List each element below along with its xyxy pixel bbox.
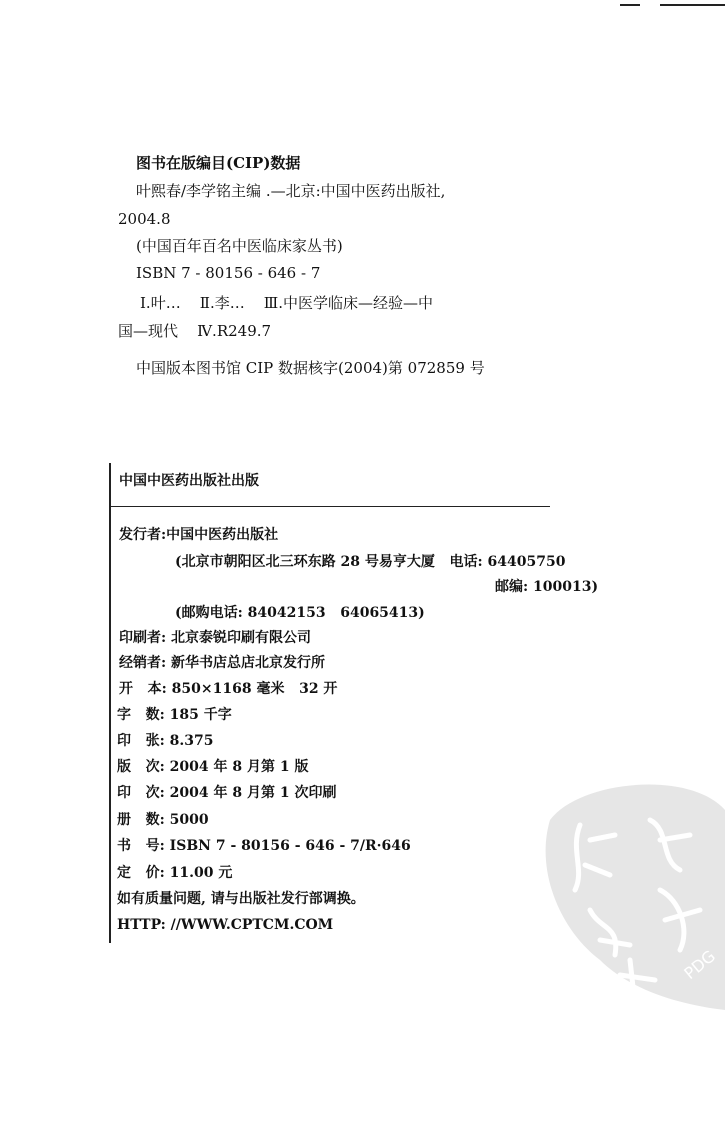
printing: 印 次: 2004 年 8 月第 1 次印刷 [117, 785, 337, 801]
cip-heading: 图书在版编目(CIP)数据 [136, 154, 301, 172]
publisher-line: 中国中医药出版社出版 [119, 473, 259, 489]
seller: 经销者: 新华书店总店北京发行所 [119, 655, 326, 671]
cip-subjects: 国—现代 Ⅳ.R249.7 [118, 322, 272, 340]
sheets: 印 张: 8.375 [117, 733, 214, 749]
cip-line: 2004.8 [118, 210, 171, 228]
watermark-text: PDG [680, 946, 719, 984]
divider [110, 506, 550, 507]
library-seal-watermark [540, 780, 725, 1010]
book-number: 书 号: ISBN 7 - 80156 - 646 - 7/R·646 [117, 838, 411, 854]
copies: 册 数: 5000 [117, 812, 209, 828]
price: 定 价: 11.00 元 [117, 865, 233, 881]
edition: 版 次: 2004 年 8 月第 1 版 [117, 759, 309, 775]
cip-record: 中国版本图书馆 CIP 数据核字(2004)第 072859 号 [136, 359, 485, 377]
scan-mark [620, 4, 640, 6]
postcode: 邮编: 100013) [495, 579, 599, 595]
margin-rule [109, 463, 111, 943]
words: 字 数: 185 千字 [117, 707, 232, 723]
cip-isbn: ISBN 7 - 80156 - 646 - 7 [136, 264, 321, 282]
printer: 印刷者: 北京泰锐印刷有限公司 [119, 630, 312, 646]
cip-line: 叶熙春/李学铭主编 .—北京:中国中医药出版社, [136, 182, 446, 200]
address: (北京市朝阳区北三环东路 28 号易亨大厦 电话: 64405750 [175, 554, 566, 570]
cip-subjects: Ⅰ.叶… Ⅱ.李… Ⅲ.中医学临床—经验—中 [140, 294, 434, 312]
distributor: 发行者:中国中医药出版社 [119, 527, 279, 543]
cip-series: (中国百年百名中医临床家丛书) [136, 237, 343, 255]
website-url: HTTP: //WWW.CPTCM.COM [117, 917, 334, 933]
mail-order: (邮购电话: 84042153 64065413) [175, 605, 425, 621]
format: 开 本: 850×1168 毫米 32 开 [119, 681, 338, 697]
notice: 如有质量问题, 请与出版社发行部调换。 [117, 891, 365, 907]
scan-mark [660, 4, 725, 6]
